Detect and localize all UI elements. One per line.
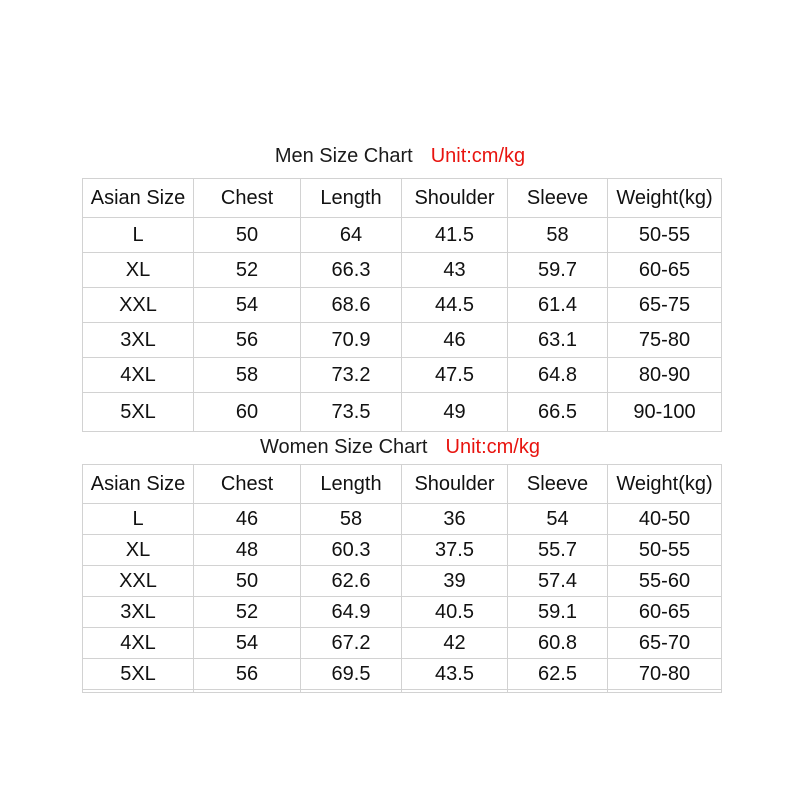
column-header: Chest [194, 465, 301, 504]
table-cell: 52 [194, 253, 301, 288]
table-cell: 60 [194, 393, 301, 432]
men-size-table [82, 178, 722, 432]
table-cell: 59.1 [508, 597, 608, 628]
table-cell: 58 [508, 218, 608, 253]
table-cell: 3XL [83, 597, 194, 628]
table-row [83, 288, 722, 323]
table-cell: 4XL [83, 358, 194, 393]
table-cell: 75-80 [608, 323, 722, 358]
women-size-chart-title [0, 436, 800, 459]
table-cell: 65-75 [608, 288, 722, 323]
table-cell: 66.3 [301, 253, 402, 288]
column-header: Shoulder [402, 179, 508, 218]
table-cell: 41.5 [402, 218, 508, 253]
table-cell [608, 690, 722, 693]
table-cell: 56 [194, 323, 301, 358]
column-header: Chest [194, 179, 301, 218]
table-cell [508, 690, 608, 693]
women-title-text: Women Size Chart [260, 436, 428, 458]
table-cell: 90-100 [608, 393, 722, 432]
table-cell: XL [83, 535, 194, 566]
table-cell: 55-60 [608, 566, 722, 597]
table-cell: 73.2 [301, 358, 402, 393]
column-header: Asian Size [83, 465, 194, 504]
table-cell: 40.5 [402, 597, 508, 628]
table-row [83, 323, 722, 358]
table-cell: 5XL [83, 393, 194, 432]
table-cell: 49 [402, 393, 508, 432]
table-row [83, 504, 722, 535]
table-cell: 63.1 [508, 323, 608, 358]
table-cell: 50-55 [608, 535, 722, 566]
table-cell: 39 [402, 566, 508, 597]
table-cell: 50-55 [608, 218, 722, 253]
table-cell: 64.8 [508, 358, 608, 393]
table-cell: 50 [194, 218, 301, 253]
table-row [83, 253, 722, 288]
men-unit-text: Unit:cm/kg [430, 145, 526, 167]
table-trailing-row [83, 690, 722, 693]
table-cell: 64 [301, 218, 402, 253]
column-header: Sleeve [508, 465, 608, 504]
table-cell: 36 [402, 504, 508, 535]
table-cell: 60-65 [608, 253, 722, 288]
women-size-table [82, 464, 722, 693]
column-header: Weight(kg) [608, 465, 722, 504]
table-cell: 46 [194, 504, 301, 535]
table-cell: 80-90 [608, 358, 722, 393]
column-header: Weight(kg) [608, 179, 722, 218]
table-cell: 50 [194, 566, 301, 597]
column-header: Shoulder [402, 465, 508, 504]
table-cell: 47.5 [402, 358, 508, 393]
column-header: Length [301, 179, 402, 218]
table-cell: 61.4 [508, 288, 608, 323]
table-cell: 64.9 [301, 597, 402, 628]
table-row [83, 218, 722, 253]
men-title-text: Men Size Chart [274, 145, 413, 167]
table-row [83, 566, 722, 597]
table-cell: 62.6 [301, 566, 402, 597]
table-cell: L [83, 218, 194, 253]
table-cell: 68.6 [301, 288, 402, 323]
table-cell: 59.7 [508, 253, 608, 288]
table-header-row [83, 179, 722, 218]
table-cell: 44.5 [402, 288, 508, 323]
table-cell: 48 [194, 535, 301, 566]
table-cell: 56 [194, 659, 301, 690]
table-cell: 46 [402, 323, 508, 358]
table-cell: 43.5 [402, 659, 508, 690]
table-cell: 60-65 [608, 597, 722, 628]
table-cell: 58 [301, 504, 402, 535]
table-cell [83, 690, 194, 693]
table-row [83, 597, 722, 628]
table-cell: 54 [194, 628, 301, 659]
table-cell: 5XL [83, 659, 194, 690]
table-cell: 73.5 [301, 393, 402, 432]
women-unit-text: Unit:cm/kg [445, 436, 540, 458]
table-cell: XXL [83, 566, 194, 597]
table-cell: XXL [83, 288, 194, 323]
table-cell [301, 690, 402, 693]
table-cell: 52 [194, 597, 301, 628]
table-row [83, 659, 722, 690]
men-size-chart-title [0, 145, 800, 168]
table-cell: L [83, 504, 194, 535]
table-cell: 69.5 [301, 659, 402, 690]
table-cell: 60.3 [301, 535, 402, 566]
table-header-row [83, 465, 722, 504]
table-cell: 60.8 [508, 628, 608, 659]
table-cell: 3XL [83, 323, 194, 358]
column-header: Asian Size [83, 179, 194, 218]
table-cell: 58 [194, 358, 301, 393]
table-cell: 54 [194, 288, 301, 323]
table-row [83, 628, 722, 659]
table-row [83, 393, 722, 432]
table-cell: 4XL [83, 628, 194, 659]
table-cell: 43 [402, 253, 508, 288]
table-cell [402, 690, 508, 693]
table-cell [194, 690, 301, 693]
table-cell: 37.5 [402, 535, 508, 566]
table-cell: 62.5 [508, 659, 608, 690]
table-cell: 54 [508, 504, 608, 535]
table-cell: 70.9 [301, 323, 402, 358]
table-cell: XL [83, 253, 194, 288]
table-cell: 70-80 [608, 659, 722, 690]
table-cell: 40-50 [608, 504, 722, 535]
column-header: Length [301, 465, 402, 504]
table-cell: 42 [402, 628, 508, 659]
table-row [83, 358, 722, 393]
table-cell: 65-70 [608, 628, 722, 659]
table-cell: 55.7 [508, 535, 608, 566]
table-row [83, 535, 722, 566]
table-cell: 67.2 [301, 628, 402, 659]
column-header: Sleeve [508, 179, 608, 218]
table-cell: 66.5 [508, 393, 608, 432]
table-cell: 57.4 [508, 566, 608, 597]
